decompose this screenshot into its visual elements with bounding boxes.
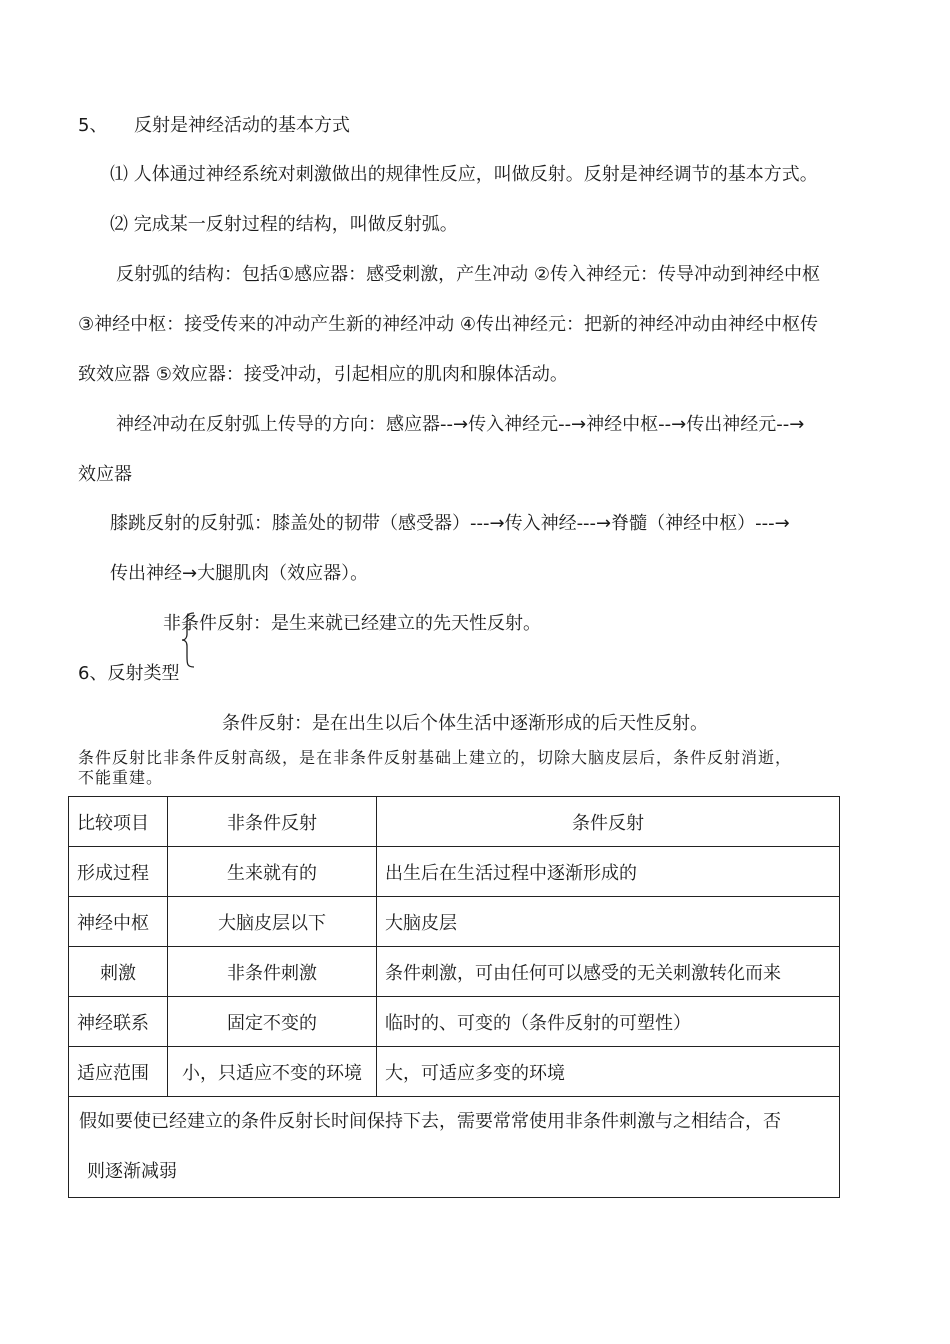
section5-paragraph-1: ⑴ 人体通过神经系统对刺激做出的规律性反应，叫做反射。反射是神经调节的基本方式。 (110, 164, 818, 185)
header-conditioned: 条件反射 (377, 797, 840, 847)
table-footer-line-2: 则逐渐减弱 (87, 1161, 177, 1182)
conditioned-cell: 条件刺激，可由任何可以感受的无关刺激转化而来 (377, 947, 840, 997)
table-row (69, 1047, 840, 1097)
unconditioned-cell: 非条件刺激 (168, 947, 377, 997)
comparison-note-line-2: 不能重建。 (78, 768, 164, 787)
unconditioned-reflex-definition: 非条件反射：是生来就已经建立的先天性反射。 (163, 613, 541, 634)
table-footer-line-1: 假如要使已经建立的条件反射长时间保持下去，需要常常使用非条件刺激与之相结合，否 (79, 1111, 781, 1132)
conditioned-cell: 大脑皮层 (377, 897, 840, 947)
conditioned-cell: 临时的、可变的（条件反射的可塑性） (377, 997, 840, 1047)
conditioned-cell: 出生后在生活过程中逐渐形成的 (377, 847, 840, 897)
table-footer-row (69, 1097, 840, 1198)
reflex-arc-structure-line-3: 致效应器 ⑤效应器：接受冲动，引起相应的肌肉和腺体活动。 (78, 364, 568, 385)
table-row (69, 997, 840, 1047)
table-row (69, 897, 840, 947)
row-label: 神经联系 (69, 997, 168, 1047)
row-label: 神经中枢 (69, 897, 168, 947)
section6-heading: 6、反射类型 (78, 663, 180, 684)
section5-paragraph-2: ⑵ 完成某一反射过程的结构，叫做反射弧。 (110, 214, 458, 235)
unconditioned-cell: 小，只适应不变的环境 (168, 1047, 377, 1097)
table-row (69, 947, 840, 997)
table-row (69, 847, 840, 897)
reflex-arc-structure-line-1: 反射弧的结构：包括①感应器：感受刺激，产生冲动 ②传入神经元：传导冲动到神经中枢 (116, 264, 820, 285)
impulse-direction-line-2: 效应器 (78, 464, 132, 485)
unconditioned-cell: 生来就有的 (168, 847, 377, 897)
impulse-direction-line-1: 神经冲动在反射弧上传导的方向：感应器--→传入神经元--→神经中枢--→传出神经元--→ (116, 414, 805, 435)
comparison-note-line-1: 条件反射比非条件反射高级，是在非条件反射基础上建立的，切除大脑皮层后，条件反射消逝， (78, 748, 793, 767)
unconditioned-cell: 固定不变的 (168, 997, 377, 1047)
reflex-comparison-table (68, 796, 840, 1198)
curly-brace-icon (180, 612, 196, 668)
unconditioned-cell: 大脑皮层以下 (168, 897, 377, 947)
header-item: 比较项目 (69, 797, 168, 847)
conditioned-cell: 大，可适应多变的环境 (377, 1047, 840, 1097)
conditioned-reflex-definition: 条件反射：是在出生以后个体生活中逐渐形成的后天性反射。 (222, 713, 708, 734)
knee-jerk-line-2: 传出神经→大腿肌肉（效应器）。 (110, 563, 369, 584)
knee-jerk-line-1: 膝跳反射的反射弧：膝盖处的韧带（感受器）---→传入神经---→脊髓（神经中枢）---→ (110, 513, 790, 534)
row-label: 适应范围 (69, 1047, 168, 1097)
header-unconditioned: 非条件反射 (168, 797, 377, 847)
table-footer-note (69, 1097, 840, 1198)
section5-heading: 反射是神经活动的基本方式 (134, 115, 350, 136)
section5-number: 5、 (78, 115, 108, 136)
row-label: 形成过程 (69, 847, 168, 897)
reflex-arc-structure-line-2: ③神经中枢：接受传来的冲动产生新的神经冲动 ④传出神经元：把新的神经冲动由神经中枢传 (78, 314, 818, 335)
row-label: 刺激 (69, 947, 168, 997)
table-header-row (69, 797, 840, 847)
